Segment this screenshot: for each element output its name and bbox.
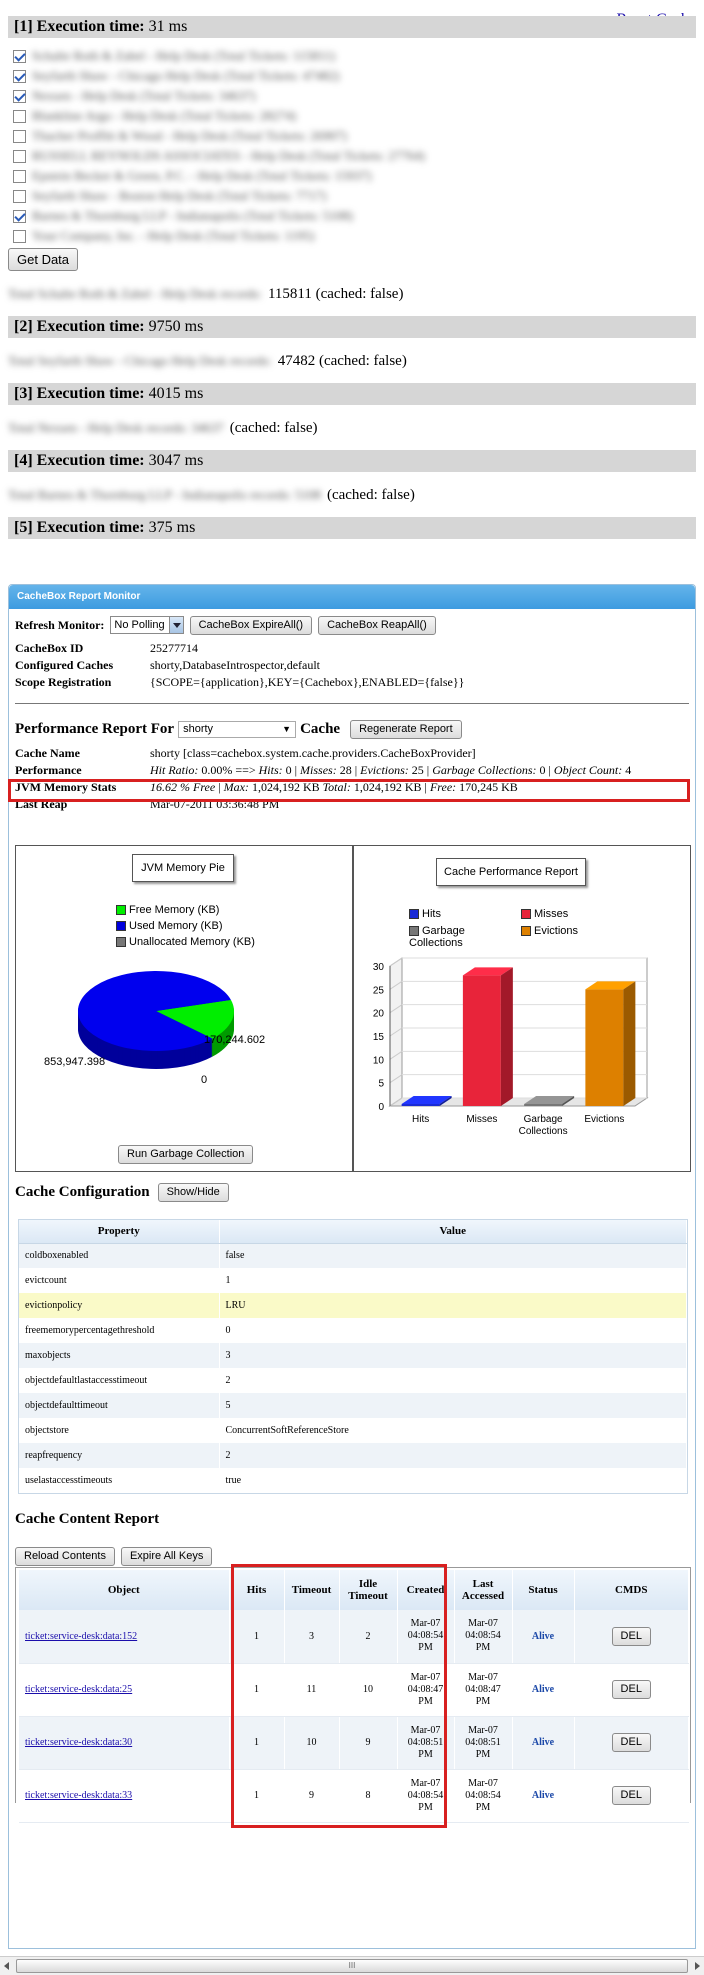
config-value: 5 [219, 1393, 687, 1418]
result-cached: (cached: false) [318, 352, 407, 369]
config-row [19, 1443, 687, 1468]
content-cell [19, 1663, 229, 1716]
delete-button[interactable]: DEL [612, 1733, 651, 1752]
checkbox-row [8, 86, 704, 106]
col-timeout: Timeout [284, 1570, 339, 1610]
demo-page [8, 0, 704, 539]
config-property: evictcount [19, 1268, 219, 1293]
object-link[interactable]: ticket:service-desk:data:30 [25, 1737, 133, 1748]
content-report-frame [15, 1567, 691, 1813]
idle-timeout-value: 9 [365, 1737, 371, 1748]
delete-button[interactable]: DEL [612, 1680, 651, 1699]
bar-hits [402, 1104, 440, 1106]
jvm-total: 1,024,192 KB [353, 780, 422, 794]
result-count: 115811 [267, 285, 312, 302]
config-row [19, 1368, 687, 1393]
content-cell [512, 1610, 574, 1663]
refresh-monitor-select[interactable] [110, 616, 183, 634]
y-tick-label: 0 [378, 1102, 384, 1113]
config-row [19, 1243, 687, 1268]
checkbox-label: Nexsen - Help Desk (Total Tickets: 34637) [32, 88, 256, 103]
config-property: freememorypercentagethreshold [19, 1318, 219, 1343]
content-cell [574, 1769, 689, 1822]
perf-cache-value: shorty [183, 723, 214, 735]
cache-name-value: shorty [class=cachebox.system.cache.providers.CacheBoxProvider] [150, 746, 476, 760]
misses-label: Misses: [300, 763, 337, 777]
cache-configuration-title: Cache Configuration [15, 1184, 150, 1200]
config-value: ConcurrentSoftReferenceStore [219, 1418, 687, 1443]
jvm-pie-title: JVM Memory Pie [141, 862, 225, 874]
scrollbar-grip-icon: III [348, 1961, 356, 1970]
help-desk-checkbox[interactable] [13, 230, 26, 243]
checkbox-row [8, 126, 704, 146]
status-badge: Alive [531, 1737, 555, 1748]
evictions-label: Evictions: [360, 763, 409, 777]
status-badge: Alive [531, 1684, 555, 1695]
checkbox-label: Schalte Roth & Zabel - Help Desk (Total Tickets: 115811) [32, 48, 336, 63]
help-desk-checkbox[interactable] [13, 190, 26, 203]
hits-value: 0 [285, 763, 292, 777]
content-report-title: Cache Content Report [15, 1511, 160, 1527]
config-row [19, 1343, 687, 1368]
evictions-value: 25 [411, 763, 424, 777]
x-category-label: Collections [518, 1126, 568, 1137]
result-count: 47482 [277, 352, 316, 369]
hits-value: 1 [254, 1790, 259, 1801]
result-line-2 [8, 351, 704, 371]
hit-ratio: 0.00% [201, 763, 233, 777]
gc-label: Garbage Collections: [432, 763, 537, 777]
bar-evictions [585, 989, 623, 1106]
checkbox-label: Barnes & Thornburg LLP - Indianapolis (Total Tickets: 5108) [32, 208, 353, 223]
object-count-value: 4 [625, 763, 632, 777]
cache-configuration-header [15, 1183, 229, 1202]
col-value: Value [219, 1220, 687, 1243]
legend-label: Misses [534, 908, 569, 920]
accessed-line: PM [475, 1748, 491, 1760]
accessed-line: 04:08:54 [465, 1789, 501, 1801]
divider [15, 703, 689, 704]
run-garbage-collection-button[interactable]: Run Garbage Collection [118, 1145, 253, 1164]
content-cell [512, 1716, 574, 1769]
config-row [19, 1418, 687, 1443]
checkbox-label: Epstein Becker & Green, P.C. - Help Desk (Total Tickets: 15937) [32, 168, 372, 183]
config-property: maxobjects [19, 1343, 219, 1368]
cache-content-report-title [15, 1511, 159, 1528]
created-line: Mar-07 [410, 1724, 441, 1736]
checkbox-row [8, 206, 704, 226]
created-line: 04:08:54 [407, 1789, 444, 1801]
y-tick-label: 25 [372, 985, 384, 997]
chevron-down-icon[interactable] [169, 617, 183, 633]
cache-name-row [15, 745, 689, 762]
timeout-value: 10 [306, 1737, 317, 1748]
object-link[interactable]: ticket:service-desk:data:33 [25, 1790, 133, 1801]
execution-time-bar-5 [8, 517, 696, 539]
created-line: PM [418, 1642, 433, 1654]
config-property: uselastaccesstimeouts [19, 1468, 219, 1493]
checkbox-label: Blankline Argo - Help Desk (Total Tickets: 28274) [32, 108, 297, 123]
object-link[interactable]: ticket:service-desk:data:152 [25, 1630, 138, 1642]
execution-label: [3] Execution time: [14, 385, 145, 402]
legend-label: Evictions [534, 925, 579, 937]
pie-data-label: 0 [201, 1074, 208, 1086]
hits-value: 1 [254, 1684, 259, 1695]
y-tick-label: 30 [372, 962, 384, 973]
execution-time-bar-1 [8, 16, 696, 38]
execution-label: [1] Execution time: [14, 18, 145, 35]
content-report-toolbar [15, 1547, 212, 1566]
col-last-accessed [454, 1570, 512, 1610]
checkbox-label: Your Company, Inc. - Help Desk (Total Tickets: 1195) [32, 228, 315, 243]
legend-label: Unallocated Memory (KB) [129, 936, 255, 948]
col-created: Created [397, 1570, 454, 1610]
bar-side [623, 981, 635, 1106]
config-property: objectstore [19, 1418, 219, 1443]
y-tick-label: 20 [372, 1008, 384, 1020]
legend-label: Garbage Collections [409, 925, 465, 949]
execution-time-bar-2 [8, 316, 696, 338]
timeout-highlight-box [231, 1564, 447, 1828]
execution-value: 31 ms [148, 18, 188, 35]
regenerate-report-button[interactable]: Regenerate Report [350, 720, 462, 739]
config-property: objectdefaulttimeout [19, 1393, 219, 1418]
y-tick-label: 15 [372, 1032, 384, 1043]
info-value: 25277714 [150, 641, 198, 655]
created-line: 04:08:51 [407, 1736, 444, 1748]
get-data-button[interactable]: Get Data [8, 248, 78, 271]
cache-name-label: Cache Name [15, 746, 80, 760]
performance-highlight-box [8, 779, 690, 802]
created-line: 04:08:54 [407, 1630, 444, 1642]
config-value: true [219, 1468, 687, 1493]
execution-label: [2] Execution time: [14, 318, 145, 335]
monitor-title: CacheBox Report Monitor [9, 585, 695, 609]
scroll-right-arrow-icon[interactable] [695, 1962, 700, 1970]
checkbox-row [8, 166, 704, 186]
timeout-value: 3 [309, 1630, 314, 1642]
show-hide-button[interactable]: Show/Hide [158, 1183, 229, 1202]
content-cell [454, 1663, 512, 1716]
jvm-free-pct: 16.62 % Free [150, 780, 216, 794]
result-cached: (cached: false) [315, 285, 404, 302]
status-badge: Alive [531, 1790, 555, 1801]
accessed-line: 04:08:47 [465, 1683, 501, 1695]
performance-row [15, 762, 689, 779]
config-property: coldboxenabled [19, 1243, 219, 1268]
accessed-line: 04:08:51 [465, 1736, 501, 1748]
accessed-line: Mar-07 [468, 1671, 498, 1683]
info-row [15, 674, 689, 691]
checkbox-row [8, 106, 704, 126]
content-cell [454, 1769, 512, 1822]
col-status: Status [512, 1570, 574, 1610]
accessed-line: Mar-07 [468, 1724, 498, 1736]
content-cell [454, 1716, 512, 1769]
legend-label: Free Memory (KB) [129, 904, 220, 916]
perf-cache-word: Cache [300, 720, 341, 737]
arrow-text: ==> [235, 763, 256, 777]
cache-performance-bar-chart [353, 845, 691, 1172]
accessed-line: Mar-07 [468, 1777, 498, 1789]
cache-configuration-table-wrap [18, 1219, 688, 1494]
created-line: PM [418, 1695, 433, 1707]
jvm-memory-label: JVM Memory Stats [15, 780, 117, 794]
jvm-max: 1,024,192 KB [251, 780, 320, 794]
checkbox-row [8, 66, 704, 86]
x-category-label: Hits [412, 1114, 430, 1125]
config-property: reapfrequency [19, 1443, 219, 1468]
performance-value: Hit Ratio: 0.00% ==> Hits: 0 | Misses: 28 | Evictions: 25 | Garbage Collections: 0 | Object Count: 4 [150, 763, 632, 777]
x-category-label: Garbage [523, 1114, 563, 1125]
help-desk-checkbox[interactable] [13, 170, 26, 183]
status-badge: Alive [531, 1630, 555, 1642]
performance-label: Performance [15, 763, 82, 777]
timeout-value: 11 [306, 1684, 317, 1695]
created-line: Mar-07 [410, 1671, 441, 1683]
chevron-down-icon: ▼ [282, 724, 292, 734]
checkbox-row [8, 226, 704, 246]
checkbox-label: Seyfarth Shaw - Chicago Help Desk (Total Tickets: 47482) [32, 68, 340, 83]
perf-cache-select[interactable] [178, 721, 296, 738]
col-last-1: Last [472, 1578, 494, 1590]
result-line-4 [8, 485, 704, 505]
result-line-1 [8, 284, 704, 304]
info-key: Scope Registration [15, 675, 112, 689]
result-blurred-text: Total Seyfarth Shaw - Chicago Help Desk records: [8, 353, 272, 368]
cachebox-monitor-panel [8, 584, 696, 1949]
execution-value: 9750 ms [148, 318, 204, 335]
accessed-line: 04:08:54 [465, 1630, 501, 1642]
x-category-label: Misses [466, 1114, 498, 1125]
help-desk-checkbox[interactable] [13, 210, 26, 223]
config-row [19, 1293, 687, 1318]
jvm-pie-svg [16, 846, 352, 1106]
x-category-label: Evictions [584, 1114, 625, 1125]
execution-label: [5] Execution time: [14, 519, 145, 536]
last-reap-label: Last Reap [15, 797, 68, 811]
help-desk-checkbox[interactable] [13, 90, 26, 103]
object-link[interactable]: ticket:service-desk:data:25 [25, 1684, 133, 1695]
checkbox-label: Thacher Proffitt & Wood - Help Desk (Total Tickets: 26907) [32, 128, 347, 143]
created-line: PM [418, 1748, 433, 1760]
config-value: 0 [219, 1318, 687, 1343]
result-blurred-text: Total Barnes & Thornburg LLP - Indianapolis records: 5108 [8, 487, 321, 502]
help-desk-checkbox[interactable] [13, 70, 26, 83]
content-cell [19, 1610, 229, 1663]
help-desk-checkbox[interactable] [13, 110, 26, 123]
cachebox-expireall-button[interactable]: CacheBox ExpireAll() [190, 616, 313, 635]
checkbox-row [8, 146, 704, 166]
info-key: Configured Caches [15, 658, 114, 672]
perf-report-label: Performance Report For [15, 720, 175, 737]
execution-value: 4015 ms [148, 385, 204, 402]
execution-time-bar-4 [8, 450, 696, 472]
execution-time-bar-3 [8, 383, 696, 405]
config-property: objectdefaultlastaccesstimeout [19, 1368, 219, 1393]
object-count-label: Object Count: [553, 763, 623, 777]
bar-garbage-collections [524, 1104, 562, 1106]
config-row [19, 1318, 687, 1343]
col-hits: Hits [229, 1570, 284, 1610]
execution-value: 3047 ms [148, 452, 204, 469]
config-value: LRU [219, 1293, 687, 1318]
config-property: evictionpolicy [19, 1293, 219, 1318]
hits-label: Hits: [258, 763, 283, 777]
created-line: Mar-07 [410, 1777, 441, 1789]
config-row [19, 1468, 687, 1493]
legend-label: Used Memory (KB) [129, 920, 223, 932]
config-row [19, 1268, 687, 1293]
col-cmds: CMDS [574, 1570, 689, 1610]
help-desk-checkbox[interactable] [13, 130, 26, 143]
cachebox-reapall-button[interactable]: CacheBox ReapAll() [318, 616, 436, 635]
pie-data-label: 853,947.398 [44, 1056, 106, 1068]
delete-button[interactable]: DEL [612, 1627, 651, 1646]
checkbox-row [8, 186, 704, 206]
info-row [15, 657, 689, 674]
accessed-line: PM [475, 1695, 491, 1707]
config-row [19, 1393, 687, 1418]
idle-timeout-value: 8 [365, 1790, 371, 1801]
y-tick-label: 5 [378, 1078, 384, 1090]
refresh-monitor-value: No Polling [114, 619, 165, 631]
result-blurred-text: Total Schalte Roth & Zabel - Help Desk records: [8, 286, 262, 301]
idle-timeout-value: 2 [365, 1630, 371, 1642]
col-last-2: Accessed [461, 1590, 505, 1602]
content-cell [19, 1716, 229, 1769]
created-line: PM [418, 1801, 433, 1813]
content-cell [512, 1663, 574, 1716]
config-value: false [219, 1243, 687, 1268]
col-idle-2: Timeout [348, 1590, 388, 1602]
execution-label: [4] Execution time: [14, 452, 145, 469]
config-value: 1 [219, 1268, 687, 1293]
accessed-line: Mar-07 [468, 1618, 498, 1630]
created-line: 04:08:47 [407, 1683, 444, 1695]
accessed-line: PM [475, 1642, 491, 1654]
jvm-free: 170,245 KB [459, 780, 518, 794]
hits-value: 1 [254, 1630, 259, 1642]
col-idle-1: Idle [358, 1578, 378, 1590]
bar-side [501, 967, 513, 1106]
cache-configuration-table [19, 1220, 687, 1493]
hits-value: 1 [254, 1737, 259, 1748]
gc-value: 0 [539, 763, 546, 777]
horizontal-scrollbar[interactable] [0, 1956, 704, 1975]
delete-button[interactable]: DEL [612, 1786, 651, 1805]
accessed-line: PM [475, 1801, 491, 1813]
result-blurred-text: Total Nexsen - Help Desk records: 34637 [8, 420, 224, 435]
hit-ratio-label: Hit Ratio: [150, 763, 199, 777]
help-desk-checkbox[interactable] [13, 50, 26, 63]
execution-value: 375 ms [148, 519, 196, 536]
content-cell [512, 1769, 574, 1822]
help-desk-checkbox[interactable] [13, 150, 26, 163]
idle-timeout-value: 10 [363, 1684, 373, 1695]
timeout-value: 9 [309, 1790, 314, 1801]
jvm-free-label: Free: [429, 780, 457, 794]
scroll-left-arrow-icon[interactable] [4, 1962, 9, 1970]
reload-contents-button[interactable]: Reload Contents [15, 1547, 115, 1566]
expire-all-keys-button[interactable]: Expire All Keys [121, 1547, 212, 1566]
result-cached: (cached: false) [326, 486, 415, 503]
checkbox-label: RUSSELL REYNOLDS ASSOCIATES - Help Desk (Total Tickets: 27764) [32, 148, 425, 163]
config-value: 2 [219, 1368, 687, 1393]
checkbox-label: Seyfarth Shaw - Boston Help Desk (Total Tickets: 7717) [32, 188, 327, 203]
content-cell [574, 1716, 689, 1769]
help-desk-checkbox-list [8, 46, 704, 246]
pie-data-label: 170,244.602 [204, 1034, 266, 1046]
created-line: Mar-07 [410, 1618, 441, 1630]
perf-chart-title: Cache Performance Report [444, 866, 578, 878]
content-cell [454, 1610, 512, 1663]
result-cached: (cached: false) [229, 419, 318, 436]
config-value: 3 [219, 1343, 687, 1368]
info-row [15, 640, 689, 657]
cachebox-info [15, 640, 689, 691]
info-value: shorty,DatabaseIntrospector,default [150, 658, 321, 672]
content-cell [574, 1663, 689, 1716]
content-cell [574, 1610, 689, 1663]
misses-value: 28 [339, 763, 352, 777]
col-object: Object [19, 1570, 229, 1610]
scrollbar-thumb[interactable] [16, 1959, 688, 1973]
bar-misses [463, 975, 501, 1106]
jvm-memory-value: 16.62 % Free | Max: 1,024,192 KB Total: 1,024,192 KB | Free: 170,245 KB [150, 780, 518, 794]
perf-bar-svg [354, 846, 690, 1171]
checkbox-row [8, 46, 704, 66]
refresh-monitor-label: Refresh Monitor: [15, 617, 105, 632]
info-value: {SCOPE={application},KEY={Cachebox},ENABLED={false}} [150, 675, 465, 689]
jvm-max-label: Max: [223, 780, 249, 794]
jvm-total-label: Total: [322, 780, 351, 794]
col-property: Property [19, 1220, 219, 1243]
config-value: 2 [219, 1443, 687, 1468]
jvm-memory-pie-chart [15, 845, 353, 1172]
y-tick-label: 10 [372, 1055, 384, 1067]
info-key: CacheBox ID [15, 641, 84, 655]
result-line-3 [8, 418, 704, 438]
legend-label: Hits [422, 908, 441, 920]
last-reap-value: Mar-07-2011 03:36:48 PM [150, 797, 280, 811]
content-cell [19, 1769, 229, 1822]
